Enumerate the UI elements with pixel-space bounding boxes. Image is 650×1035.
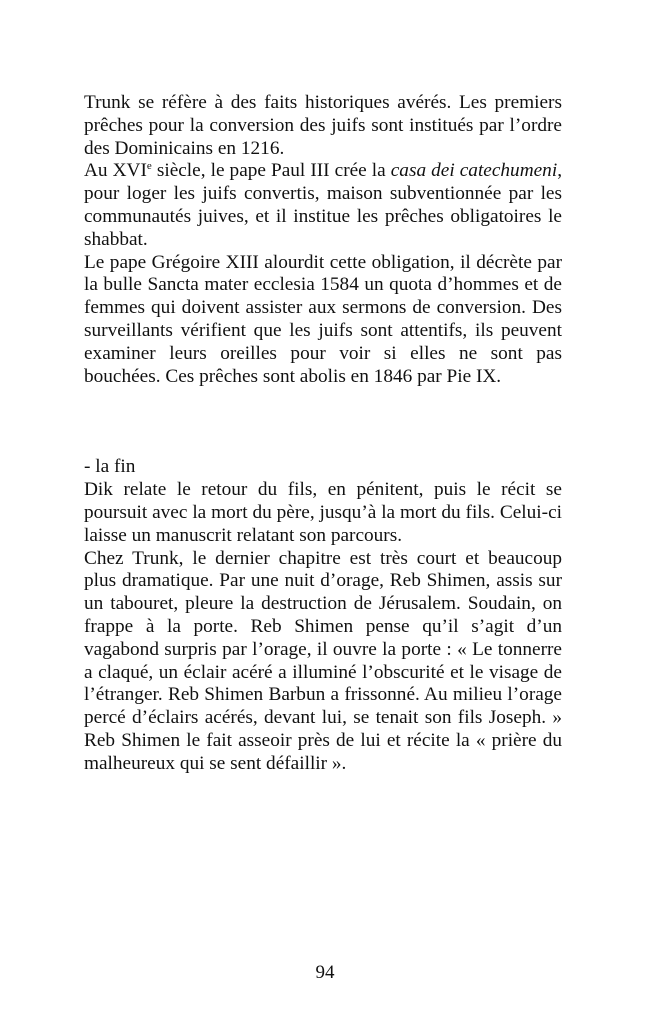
section-heading: - la fin (84, 456, 136, 478)
paragraph-2 (84, 160, 562, 251)
italic-term: casa dei catechumeni (390, 160, 558, 182)
century-superscript: e (146, 160, 152, 173)
paragraph-3: Le pape Grégoire XIII alourdit cette obligation, il décrète par la bulle Sancta mater ecclesia 1584 un quota d’hommes et de femmes qui doivent assister aux sermons de conversion. Des surveillants vérifient que les juifs sont attentifs, ils peuvent examiner leurs oreilles pour voir si elles ne sont pas bouchées. Ces prêches sont abolis en 1846 par Pie IX. (84, 251, 562, 387)
paragraph-2-end: , pour loger les juifs convertis, maison subventionnée par les communautés juives, et il institue les prêches obligatoires le shabbat. (84, 160, 563, 250)
section-gap (84, 388, 562, 456)
paragraph-2-start: Au XVI (84, 160, 147, 182)
paragraph-1: Trunk se réfère à des faits historiques avérés. Les premiers prêches pour la conversion des juifs sont institués par l’ordre des Dominicains en 1216. (84, 92, 562, 159)
paragraph-2-middle: siècle, le pape Paul III crée la (151, 160, 391, 182)
body-text (84, 92, 562, 776)
page-number: 94 (315, 962, 335, 983)
paragraph-6: Chez Trunk, le dernier chapitre est très court et beaucoup plus dramatique. Par une nuit d’orage, Reb Shimen, assis sur un tabouret, pleure la destruction de Jérusalem. Soudain, on frappe à la porte. Reb Shimen pense qu’il s’agit d’un vagabond surpris par l’orage, il ouvre la porte : « Le tonnerre a claqué, un éclair acéré a illuminé l’obscurité et le visage de l’étranger. Reb Shimen Barbun a frissonné. Au milieu l’orage percé d’éclairs acérés, devant lui, se tenait son fils Joseph. » Reb Shimen le fait asseoir près de lui et récite la « prière du malheureux qui se sent défaillir ». (84, 547, 562, 774)
paragraph-5: Dik relate le retour du fils, en pénitent, puis le récit se poursuit avec la mort du père, jusqu’à la mort du fils. Celui-ci laisse un manuscrit relatant son parcours. (84, 479, 562, 546)
